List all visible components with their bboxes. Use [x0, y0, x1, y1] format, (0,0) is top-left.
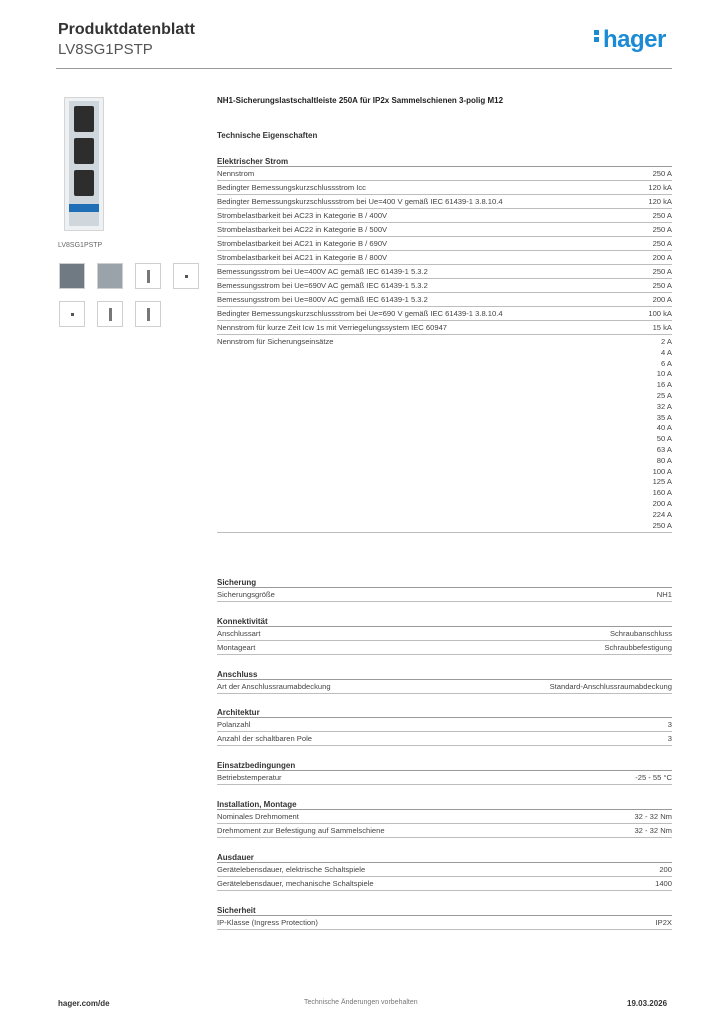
- spec-label: Strombelastbarkeit bei AC23 in Kategorie B / 400V: [217, 211, 388, 220]
- spec-row: [217, 641, 672, 655]
- spec-value: 3: [667, 734, 672, 743]
- spec-label: Bemessungsstrom bei Ue=400V AC gemäß IEC 61439-1 5.3.2: [217, 267, 428, 276]
- spec-value: 250 A: [652, 267, 672, 276]
- spec-value: -25 - 55 °C: [635, 773, 672, 782]
- spec-row: [217, 307, 672, 321]
- section-heading: Architektur: [217, 707, 672, 718]
- spec-label: Drehmoment zur Befestigung auf Sammelschiene: [217, 826, 385, 835]
- spec-label: Bedingter Bemessungskurzschlussstrom Icc: [217, 183, 366, 192]
- spec-row: [217, 863, 672, 877]
- spec-row: [217, 265, 672, 279]
- spec-row: [217, 627, 672, 641]
- fuse-rating-value: 4 A: [661, 347, 672, 357]
- footer-note: Technische Änderungen vorbehalten: [304, 999, 418, 1006]
- fuse-rating-list: [653, 337, 672, 531]
- section-heading: Ausdauer: [217, 852, 672, 863]
- hager-logo: [594, 26, 666, 54]
- spec-label: Strombelastbarkeit bei AC21 in Kategorie B / 690V: [217, 239, 388, 248]
- spec-label: Strombelastbarkeit bei AC22 in Kategorie B / 500V: [217, 225, 388, 234]
- fuse-rating-value: 100 A: [652, 466, 672, 476]
- spec-value: 3: [667, 720, 672, 729]
- spec-label: Bemessungsstrom bei Ue=690V AC gemäß IEC 61439-1 5.3.2: [217, 281, 428, 290]
- spec-label: Nennstrom für Sicherungseinsätze: [217, 337, 334, 346]
- section-heading: Sicherung: [217, 577, 672, 588]
- fuse-rating-value: 6 A: [661, 358, 672, 368]
- spec-label: Anschlussart: [217, 629, 261, 638]
- spec-label: Montageart: [217, 643, 256, 652]
- section-heading: Konnektivität: [217, 616, 672, 627]
- technical-properties-heading: Technische Eigenschaften: [217, 131, 318, 140]
- section-electrical-current: [217, 156, 672, 533]
- spec-value: 200: [659, 865, 672, 874]
- spec-row: [217, 810, 672, 824]
- spec-value: 100 kA: [648, 309, 672, 318]
- spec-row: [217, 293, 672, 307]
- spec-row: [217, 223, 672, 237]
- section-architecture: [217, 707, 672, 746]
- spec-row: [217, 824, 672, 838]
- spec-value: 250 A: [652, 169, 672, 178]
- spec-row: [217, 195, 672, 209]
- thumbnail-front-view[interactable]: [59, 263, 85, 289]
- product-image[interactable]: [64, 97, 104, 231]
- spec-row: [217, 588, 672, 602]
- thumbnail-detail-part-4[interactable]: [97, 301, 123, 327]
- fuse-rating-value: 250 A: [652, 520, 672, 530]
- spec-row: [217, 209, 672, 223]
- spec-value: NH1: [656, 590, 672, 599]
- spec-row: [217, 251, 672, 265]
- spec-value: 200 A: [652, 295, 672, 304]
- fuse-rating-value: 125 A: [652, 477, 672, 487]
- spec-value: Standard-Anschlussraumabdeckung: [549, 682, 672, 691]
- fuse-rating-value: 2 A: [661, 337, 672, 346]
- spec-value: 1400: [655, 879, 672, 888]
- fuse-rating-value: 25 A: [656, 390, 672, 400]
- fuse-rating-value: 224 A: [652, 509, 672, 519]
- spec-value: IP2X: [655, 918, 672, 927]
- spec-label: Betriebstemperatur: [217, 773, 282, 782]
- spec-value: 200 A: [652, 253, 672, 262]
- spec-row: [217, 279, 672, 293]
- spec-value: 120 kA: [648, 183, 672, 192]
- spec-label: Nennstrom: [217, 169, 255, 178]
- spec-row: [217, 771, 672, 785]
- section-heading: Installation, Montage: [217, 799, 672, 810]
- logo-text: hager: [603, 26, 666, 53]
- spec-value: 250 A: [652, 211, 672, 220]
- spec-label: Bedingter Bemessungskurzschlussstrom bei Ue=690 V gemäß IEC 61439-1 3.8.10.4: [217, 309, 503, 318]
- fuse-rating-value: 160 A: [652, 488, 672, 498]
- spec-row: [217, 237, 672, 251]
- footer-date: 19.03.2026: [627, 999, 668, 1008]
- thumbnail-detail-part-5[interactable]: [135, 301, 161, 327]
- spec-label: Gerätelebensdauer, mechanische Schaltspiele: [217, 879, 374, 888]
- thumbnail-side-view[interactable]: [97, 263, 123, 289]
- spec-value: 120 kA: [648, 197, 672, 206]
- section-heading: Anschluss: [217, 669, 672, 680]
- spec-label: Bedingter Bemessungskurzschlussstrom bei Ue=400 V gemäß IEC 61439-1 3.8.10.4: [217, 197, 503, 206]
- spec-row: [217, 321, 672, 335]
- spec-value: 250 A: [652, 281, 672, 290]
- section-heading: Sicherheit: [217, 905, 672, 916]
- spec-value: 250 A: [652, 225, 672, 234]
- fuse-rating-value: 40 A: [656, 423, 672, 433]
- fuse-rating-value: 50 A: [656, 434, 672, 444]
- section-operating-conditions: [217, 760, 672, 785]
- spec-row: [217, 877, 672, 891]
- spec-label: Polanzahl: [217, 720, 251, 729]
- spec-row: [217, 916, 672, 930]
- spec-label: Gerätelebensdauer, elektrische Schaltspiele: [217, 865, 366, 874]
- footer-website-link[interactable]: hager.com/de: [58, 999, 110, 1008]
- fuse-rating-value: 35 A: [656, 412, 672, 422]
- spec-row: [217, 718, 672, 732]
- section-fuse: [217, 577, 672, 602]
- image-caption: LV8SG1PSTP: [58, 242, 103, 249]
- spec-label: Strombelastbarkeit bei AC21 in Kategorie B / 800V: [217, 253, 388, 262]
- spec-label: Bemessungsstrom bei Ue=800V AC gemäß IEC 61439-1 5.3.2: [217, 295, 428, 304]
- spec-label: Nennstrom für kurze Zeit Icw 1s mit Verriegelungssystem IEC 60947: [217, 323, 448, 332]
- fuse-rating-value: 63 A: [656, 444, 672, 454]
- article-number: LV8SG1PSTP: [58, 41, 153, 58]
- section-endurance: [217, 852, 672, 891]
- spec-row: [217, 680, 672, 694]
- spec-label: IP-Klasse (Ingress Protection): [217, 918, 318, 927]
- spec-value: 32 - 32 Nm: [634, 826, 672, 835]
- section-safety: [217, 905, 672, 930]
- spec-row: [217, 167, 672, 181]
- fuse-rating-value: 10 A: [656, 369, 672, 379]
- thumbnail-detail-part-3[interactable]: [59, 301, 85, 327]
- fuse-rating-value: 200 A: [652, 498, 672, 508]
- fuse-rating-value: 80 A: [656, 455, 672, 465]
- spec-value: 15 kA: [652, 323, 672, 332]
- thumbnail-detail-part-2[interactable]: [173, 263, 199, 289]
- section-connectivity: [217, 616, 672, 655]
- spec-label: Art der Anschlussraumabdeckung: [217, 682, 331, 691]
- thumbnail-detail-part-1[interactable]: [135, 263, 161, 289]
- product-name: NH1-Sicherungslastschaltleiste 250A für IP2x Sammelschienen 3-polig M12: [217, 96, 504, 105]
- spec-row: [217, 335, 672, 533]
- spec-label: Sicherungsgröße: [217, 590, 275, 599]
- spec-label: Anzahl der schaltbaren Pole: [217, 734, 312, 743]
- spec-row: [217, 181, 672, 195]
- spec-label: Nominales Drehmoment: [217, 812, 299, 821]
- header-divider: [56, 68, 672, 69]
- page-title: Produktdatenblatt: [58, 21, 195, 38]
- spec-row: [217, 732, 672, 746]
- fuse-rating-value: 16 A: [656, 380, 672, 390]
- section-heading: Elektrischer Strom: [217, 156, 672, 167]
- section-heading: Einsatzbedingungen: [217, 760, 672, 771]
- spec-value: 250 A: [652, 239, 672, 248]
- spec-value: 32 - 32 Nm: [634, 812, 672, 821]
- section-connection: [217, 669, 672, 694]
- spec-value: Schraubanschluss: [609, 629, 672, 638]
- fuse-rating-value: 32 A: [656, 401, 672, 411]
- spec-value: Schraubbefestigung: [604, 643, 672, 652]
- section-installation: [217, 799, 672, 838]
